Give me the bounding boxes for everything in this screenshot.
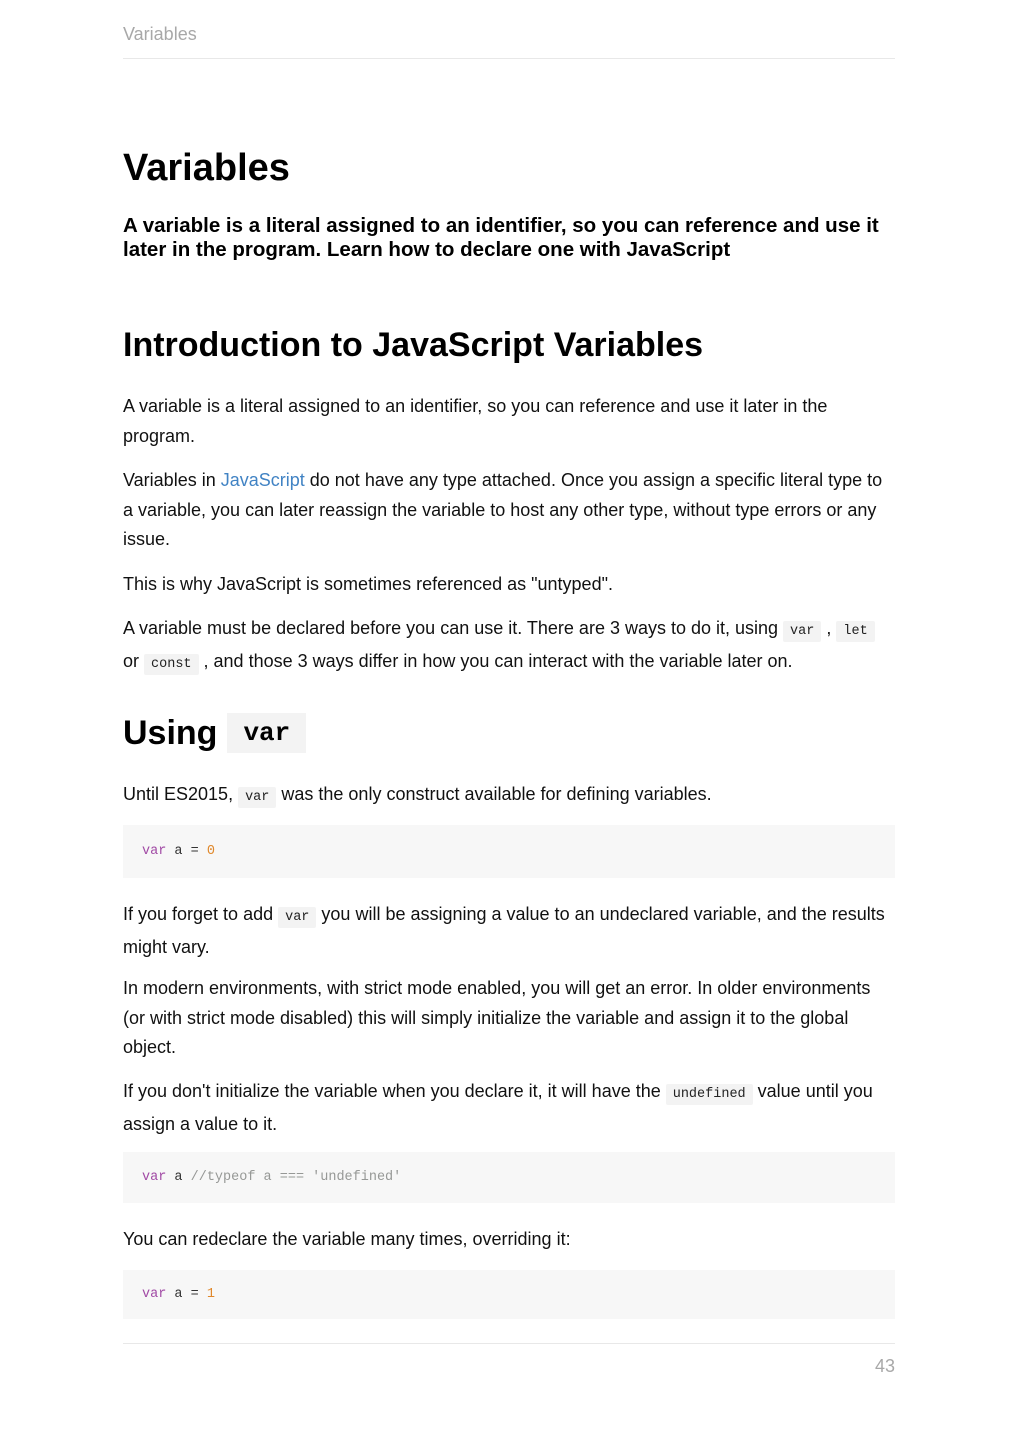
code-block-3: var a = 1 (123, 1270, 895, 1319)
inline-code-var: var (783, 621, 821, 642)
inline-code-undefined: undefined (666, 1084, 753, 1105)
var-paragraph-1: Until ES2015, var was the only construct available for defining variables. (123, 780, 895, 813)
var-paragraph-2: If you forget to add var you will be assigning a value to an undeclared variable, and the results might vary. (123, 904, 885, 957)
heading-code-var: var (227, 713, 306, 753)
page-title: Variables (123, 147, 290, 189)
code-block-1: var a = 0 (123, 825, 895, 878)
section-heading-using-var: Using var (123, 711, 306, 755)
footer-divider (123, 1343, 895, 1344)
intro-paragraph-1: A variable is a literal assigned to an identifier, so you can reference and use it later in the program. (123, 396, 828, 446)
inline-code-var: var (238, 787, 276, 808)
intro-paragraph-2: Variables in JavaScript do not have any type attached. Once you assign a specific literal type to a variable, you can later reassign the variable to host any other type, without type errors or any issue. (123, 470, 883, 549)
var-paragraph-4: If you don't initialize the variable when you declare it, it will have the undefined value until you assign a value to it. (123, 1081, 873, 1134)
inline-code-const: const (144, 654, 199, 675)
intro-paragraph-4: A variable must be declared before you can use it. There are 3 ways to do it, using var , let or const , and those 3 ways differ in how you can interact with the variable later on. (123, 614, 895, 679)
header-divider (123, 58, 895, 59)
running-header: Variables (123, 24, 197, 44)
code-block-2: var a //typeof a === 'undefined' (123, 1152, 895, 1203)
var-paragraph-3: In modern environments, with strict mode enabled, you will get an error. In older environments (or with strict mode disabled) this will simply initialize the variable and assign it to the global object. (123, 978, 871, 1057)
javascript-link[interactable]: JavaScript (220, 470, 305, 490)
section-heading-intro: Introduction to JavaScript Variables (123, 326, 704, 364)
inline-code-var: var (278, 907, 316, 928)
inline-code-let: let (836, 621, 874, 642)
page-number: 43 (874, 1356, 895, 1376)
var-paragraph-5: You can redeclare the variable many times, overriding it: (123, 1229, 571, 1249)
lead-paragraph: A variable is a literal assigned to an identifier, so you can reference and use it later in the program. Learn how to declare one with JavaScript (123, 214, 879, 261)
intro-paragraph-3: This is why JavaScript is sometimes referenced as "untyped". (123, 574, 613, 594)
